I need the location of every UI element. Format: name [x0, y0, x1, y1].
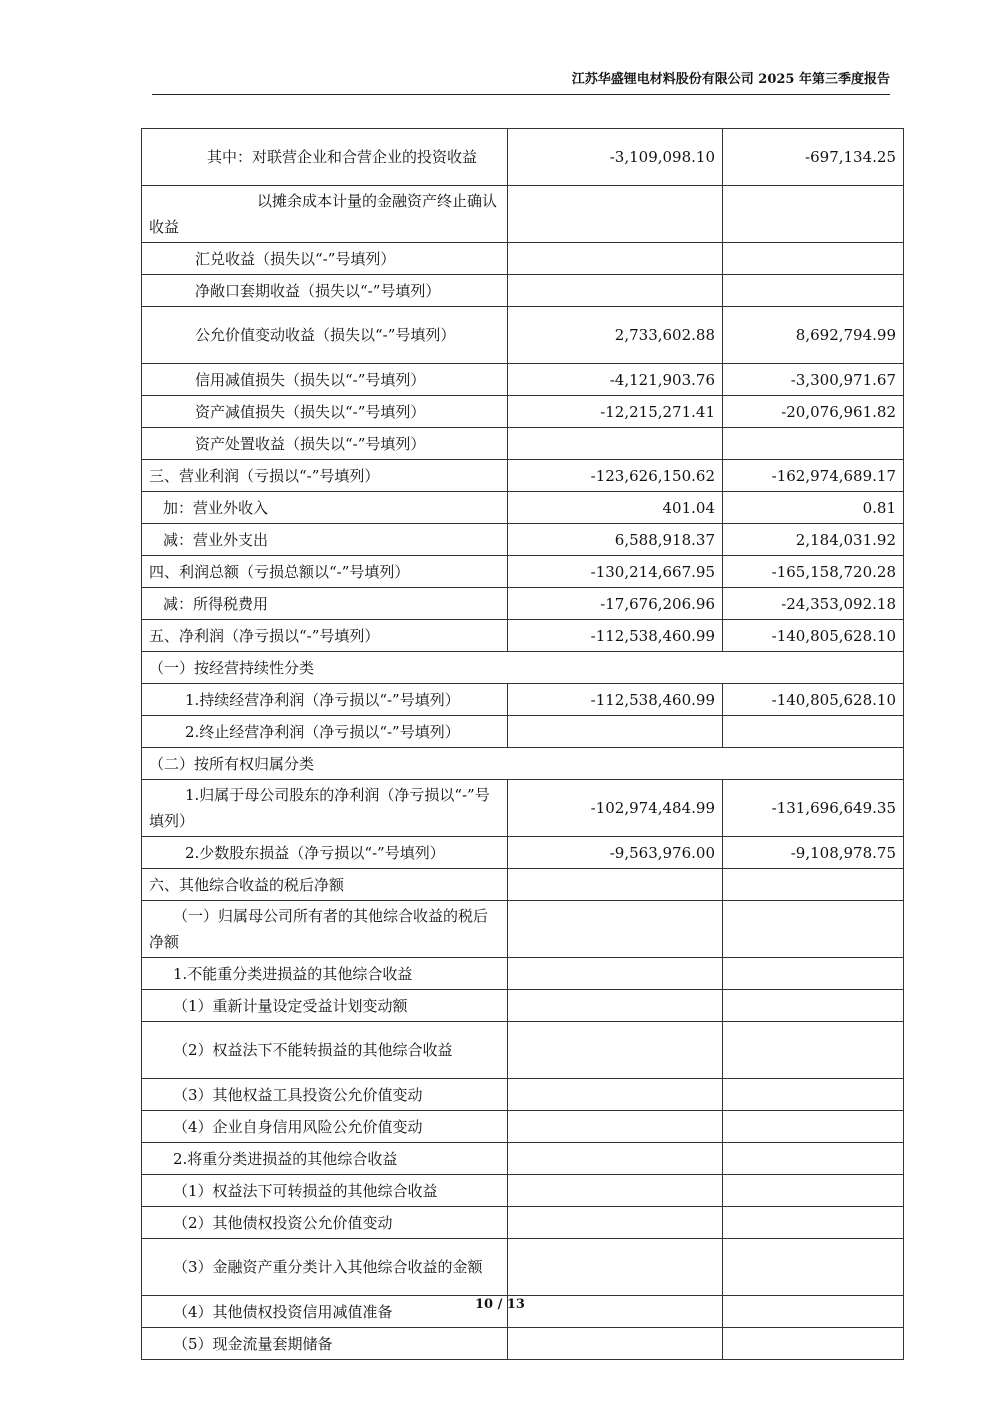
table-row [142, 1175, 904, 1207]
prior-period-value [723, 275, 904, 307]
prior-period-value [723, 1207, 904, 1239]
current-period-value [508, 1207, 723, 1239]
table-row [142, 364, 904, 396]
prior-period-value: -20,076,961.82 [723, 396, 904, 428]
income-statement-table [141, 128, 904, 1360]
current-period-value [508, 1175, 723, 1207]
current-period-value [508, 186, 723, 243]
row-label: 2.终止经营净利润（净亏损以“-”号填列） [142, 716, 508, 748]
row-label: （2）权益法下不能转损益的其他综合收益 [142, 1022, 508, 1079]
row-label: 四、利润总额（亏损总额以“-”号填列） [142, 556, 508, 588]
table-row [142, 492, 904, 524]
row-label: （1）重新计量设定受益计划变动额 [142, 990, 508, 1022]
row-label: （5）现金流量套期储备 [142, 1328, 508, 1360]
table-row [142, 780, 904, 837]
prior-period-value: -140,805,628.10 [723, 684, 904, 716]
row-label: 三、营业利润（亏损以“-”号填列） [142, 460, 508, 492]
prior-period-value [723, 1175, 904, 1207]
table-row [142, 1022, 904, 1079]
row-label: 信用减值损失（损失以“-”号填列） [142, 364, 508, 396]
current-period-value [508, 1239, 723, 1296]
prior-period-value: -162,974,689.17 [723, 460, 904, 492]
row-label: 六、其他综合收益的税后净额 [142, 869, 508, 901]
table-row [142, 958, 904, 990]
table-row [142, 460, 904, 492]
prior-period-value: -3,300,971.67 [723, 364, 904, 396]
report-header: 江苏华盛锂电材料股份有限公司 2025 年第三季度报告 [152, 70, 890, 95]
current-period-value: -130,214,667.95 [508, 556, 723, 588]
prior-period-value [723, 186, 904, 243]
table-row [142, 748, 904, 780]
current-period-value: 401.04 [508, 492, 723, 524]
table-row [142, 396, 904, 428]
current-period-value: -123,626,150.62 [508, 460, 723, 492]
table-row [142, 620, 904, 652]
table-row [142, 186, 904, 243]
row-label: 汇兑收益（损失以“-”号填列） [142, 243, 508, 275]
row-label: （1）权益法下可转损益的其他综合收益 [142, 1175, 508, 1207]
current-period-value: -17,676,206.96 [508, 588, 723, 620]
row-label: （二）按所有权归属分类 [142, 748, 904, 780]
current-period-value [508, 869, 723, 901]
row-label: 其中：对联营企业和合营企业的投资收益 [142, 129, 508, 186]
prior-period-value [723, 1239, 904, 1296]
current-period-value [508, 1328, 723, 1360]
table-row [142, 524, 904, 556]
table-row [142, 1143, 904, 1175]
row-label: 1.持续经营净利润（净亏损以“-”号填列） [142, 684, 508, 716]
prior-period-value: -165,158,720.28 [723, 556, 904, 588]
row-label: 1.归属于母公司股东的净利润（净亏损以“-”号填列） [142, 780, 508, 837]
table-row [142, 652, 904, 684]
row-label: 减：所得税费用 [142, 588, 508, 620]
prior-period-value [723, 1111, 904, 1143]
table-row [142, 901, 904, 958]
prior-period-value: -24,353,092.18 [723, 588, 904, 620]
table-row [142, 428, 904, 460]
current-period-value [508, 901, 723, 958]
prior-period-value [723, 869, 904, 901]
table-row [142, 129, 904, 186]
table-row [142, 716, 904, 748]
current-period-value: 6,588,918.37 [508, 524, 723, 556]
row-label: 2.将重分类进损益的其他综合收益 [142, 1143, 508, 1175]
table-row [142, 1079, 904, 1111]
row-label: 减：营业外支出 [142, 524, 508, 556]
prior-period-value [723, 428, 904, 460]
current-period-value: -3,109,098.10 [508, 129, 723, 186]
prior-period-value: 8,692,794.99 [723, 307, 904, 364]
table-row [142, 588, 904, 620]
row-label: 以摊余成本计量的金融资产终止确认收益 [142, 186, 508, 243]
row-label: 加：营业外收入 [142, 492, 508, 524]
prior-period-value [723, 716, 904, 748]
row-label: （一）归属母公司所有者的其他综合收益的税后净额 [142, 901, 508, 958]
current-period-value [508, 990, 723, 1022]
row-label: 五、净利润（净亏损以“-”号填列） [142, 620, 508, 652]
row-label: （4）其他债权投资信用减值准备 [142, 1296, 508, 1328]
current-period-value [508, 1022, 723, 1079]
row-label: 资产减值损失（损失以“-”号填列） [142, 396, 508, 428]
current-period-value: -112,538,460.99 [508, 684, 723, 716]
row-label: （3）其他权益工具投资公允价值变动 [142, 1079, 508, 1111]
current-period-value [508, 1143, 723, 1175]
current-period-value [508, 243, 723, 275]
current-period-value: 2,733,602.88 [508, 307, 723, 364]
prior-period-value: -131,696,649.35 [723, 780, 904, 837]
row-label: 1.不能重分类进损益的其他综合收益 [142, 958, 508, 990]
row-label: 2.少数股东损益（净亏损以“-”号填列） [142, 837, 508, 869]
table-row [142, 869, 904, 901]
prior-period-value [723, 1022, 904, 1079]
table-row [142, 684, 904, 716]
prior-period-value: 0.81 [723, 492, 904, 524]
prior-period-value: -9,108,978.75 [723, 837, 904, 869]
table-row [142, 990, 904, 1022]
table-row [142, 1207, 904, 1239]
table-row [142, 275, 904, 307]
current-period-value [508, 275, 723, 307]
table-body [142, 129, 904, 1360]
table-row [142, 243, 904, 275]
current-period-value [508, 1111, 723, 1143]
table-row [142, 1239, 904, 1296]
table-row [142, 837, 904, 869]
prior-period-value: -140,805,628.10 [723, 620, 904, 652]
current-period-value [508, 958, 723, 990]
current-period-value [508, 1079, 723, 1111]
current-period-value: -12,215,271.41 [508, 396, 723, 428]
row-label: （4）企业自身信用风险公允价值变动 [142, 1111, 508, 1143]
row-label: 净敞口套期收益（损失以“-”号填列） [142, 275, 508, 307]
row-label: （一）按经营持续性分类 [142, 652, 904, 684]
current-period-value [508, 716, 723, 748]
current-period-value: -112,538,460.99 [508, 620, 723, 652]
current-period-value: -4,121,903.76 [508, 364, 723, 396]
table-row [142, 307, 904, 364]
row-label: 资产处置收益（损失以“-”号填列） [142, 428, 508, 460]
current-period-value: -102,974,484.99 [508, 780, 723, 837]
prior-period-value [723, 901, 904, 958]
prior-period-value: -697,134.25 [723, 129, 904, 186]
prior-period-value [723, 1143, 904, 1175]
prior-period-value [723, 1328, 904, 1360]
row-label: 公允价值变动收益（损失以“-”号填列） [142, 307, 508, 364]
table-row [142, 1111, 904, 1143]
prior-period-value [723, 243, 904, 275]
row-label: （2）其他债权投资公允价值变动 [142, 1207, 508, 1239]
page-number: 10 / 13 [475, 1297, 525, 1312]
prior-period-value: 2,184,031.92 [723, 524, 904, 556]
prior-period-value [723, 990, 904, 1022]
table-row [142, 1328, 904, 1360]
prior-period-value [723, 1079, 904, 1111]
prior-period-value [723, 958, 904, 990]
current-period-value: -9,563,976.00 [508, 837, 723, 869]
table-row [142, 556, 904, 588]
current-period-value [508, 428, 723, 460]
row-label: （3）金融资产重分类计入其他综合收益的金额 [142, 1239, 508, 1296]
